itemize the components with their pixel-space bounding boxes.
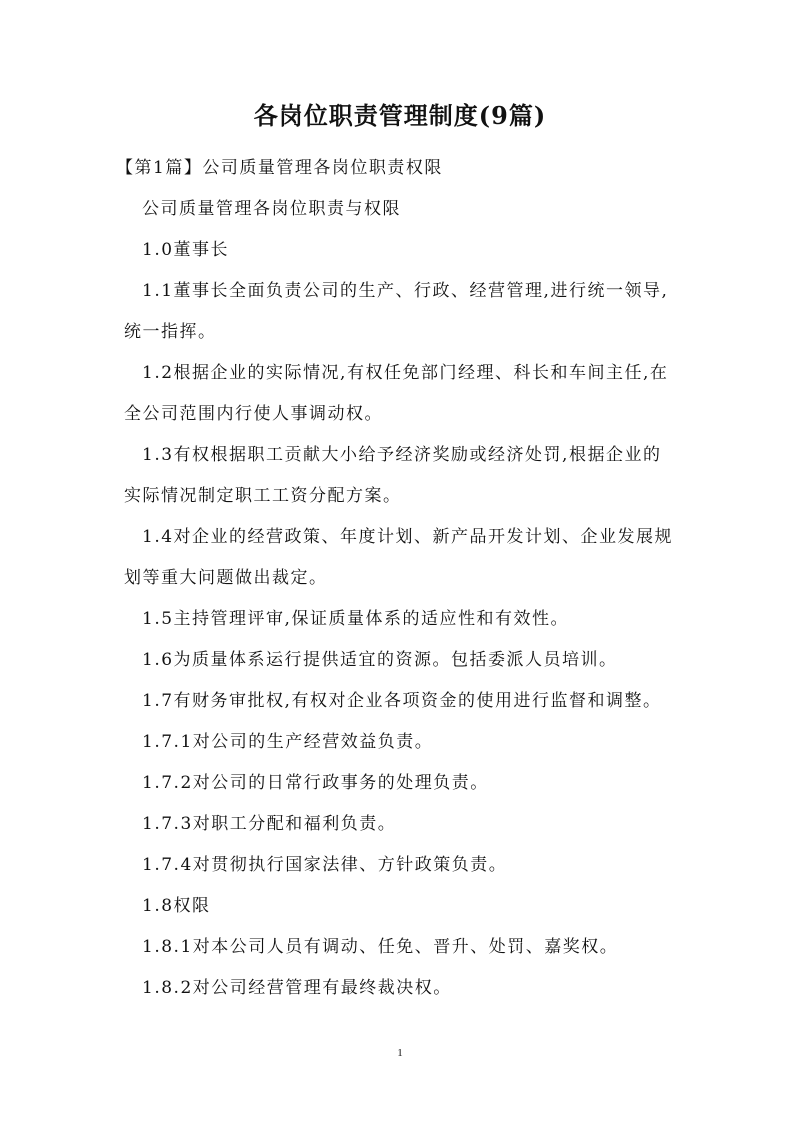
document-title: 各岗位职责管理制度(9篇)	[253, 101, 547, 130]
section-heading: 【第1篇】公司质量管理各岗位职责权限	[116, 158, 443, 178]
paragraph-line: 1.2根据企业的实际情况,有权任免部门经理、科长和车间主任,在	[142, 363, 669, 383]
paragraph-line: 1.7有财务审批权,有权对企业各项资金的使用进行监督和调整。	[142, 691, 662, 711]
paragraph-line: 1.5主持管理评审,保证质量体系的适应性和有效性。	[142, 609, 569, 629]
paragraph-line: 实际情况制定职工工资分配方案。	[124, 486, 402, 506]
paragraph-line: 1.8.2对公司经营管理有最终裁决权。	[142, 978, 452, 998]
page-number: 1	[397, 1047, 403, 1059]
paragraph-line: 1.8权限	[142, 896, 211, 916]
paragraph-line: 划等重大问题做出裁定。	[124, 568, 328, 588]
document-body	[116, 148, 692, 1009]
paragraph-line: 1.6为质量体系运行提供适宜的资源。包括委派人员培训。	[142, 650, 618, 670]
paragraph-line: 统一指挥。	[124, 322, 217, 342]
paragraph-line: 1.3有权根据职工贡献大小给予经济奖励或经济处罚,根据企业的	[142, 445, 662, 465]
paragraph-line: 1.0董事长	[142, 240, 230, 260]
paragraph-line: 1.7.4对贯彻执行国家法律、方针政策负责。	[142, 855, 508, 875]
paragraph-line: 1.4对企业的经营政策、年度计划、新产品开发计划、企业发展规	[142, 527, 674, 547]
paragraph-line: 1.8.1对本公司人员有调动、任免、晋升、处罚、嘉奖权。	[142, 937, 619, 957]
paragraph-line: 1.7.3对职工分配和福利负责。	[142, 814, 397, 834]
paragraph-line: 1.7.2对公司的日常行政事务的处理负责。	[142, 773, 489, 793]
paragraph-line: 1.7.1对公司的生产经营效益负责。	[142, 732, 434, 752]
paragraph-line: 全公司范围内行使人事调动权。	[124, 404, 383, 424]
subheading: 公司质量管理各岗位职责与权限	[142, 199, 401, 219]
paragraph-line: 1.1董事长全面负责公司的生产、行政、经营管理,进行统一领导,	[142, 281, 669, 301]
